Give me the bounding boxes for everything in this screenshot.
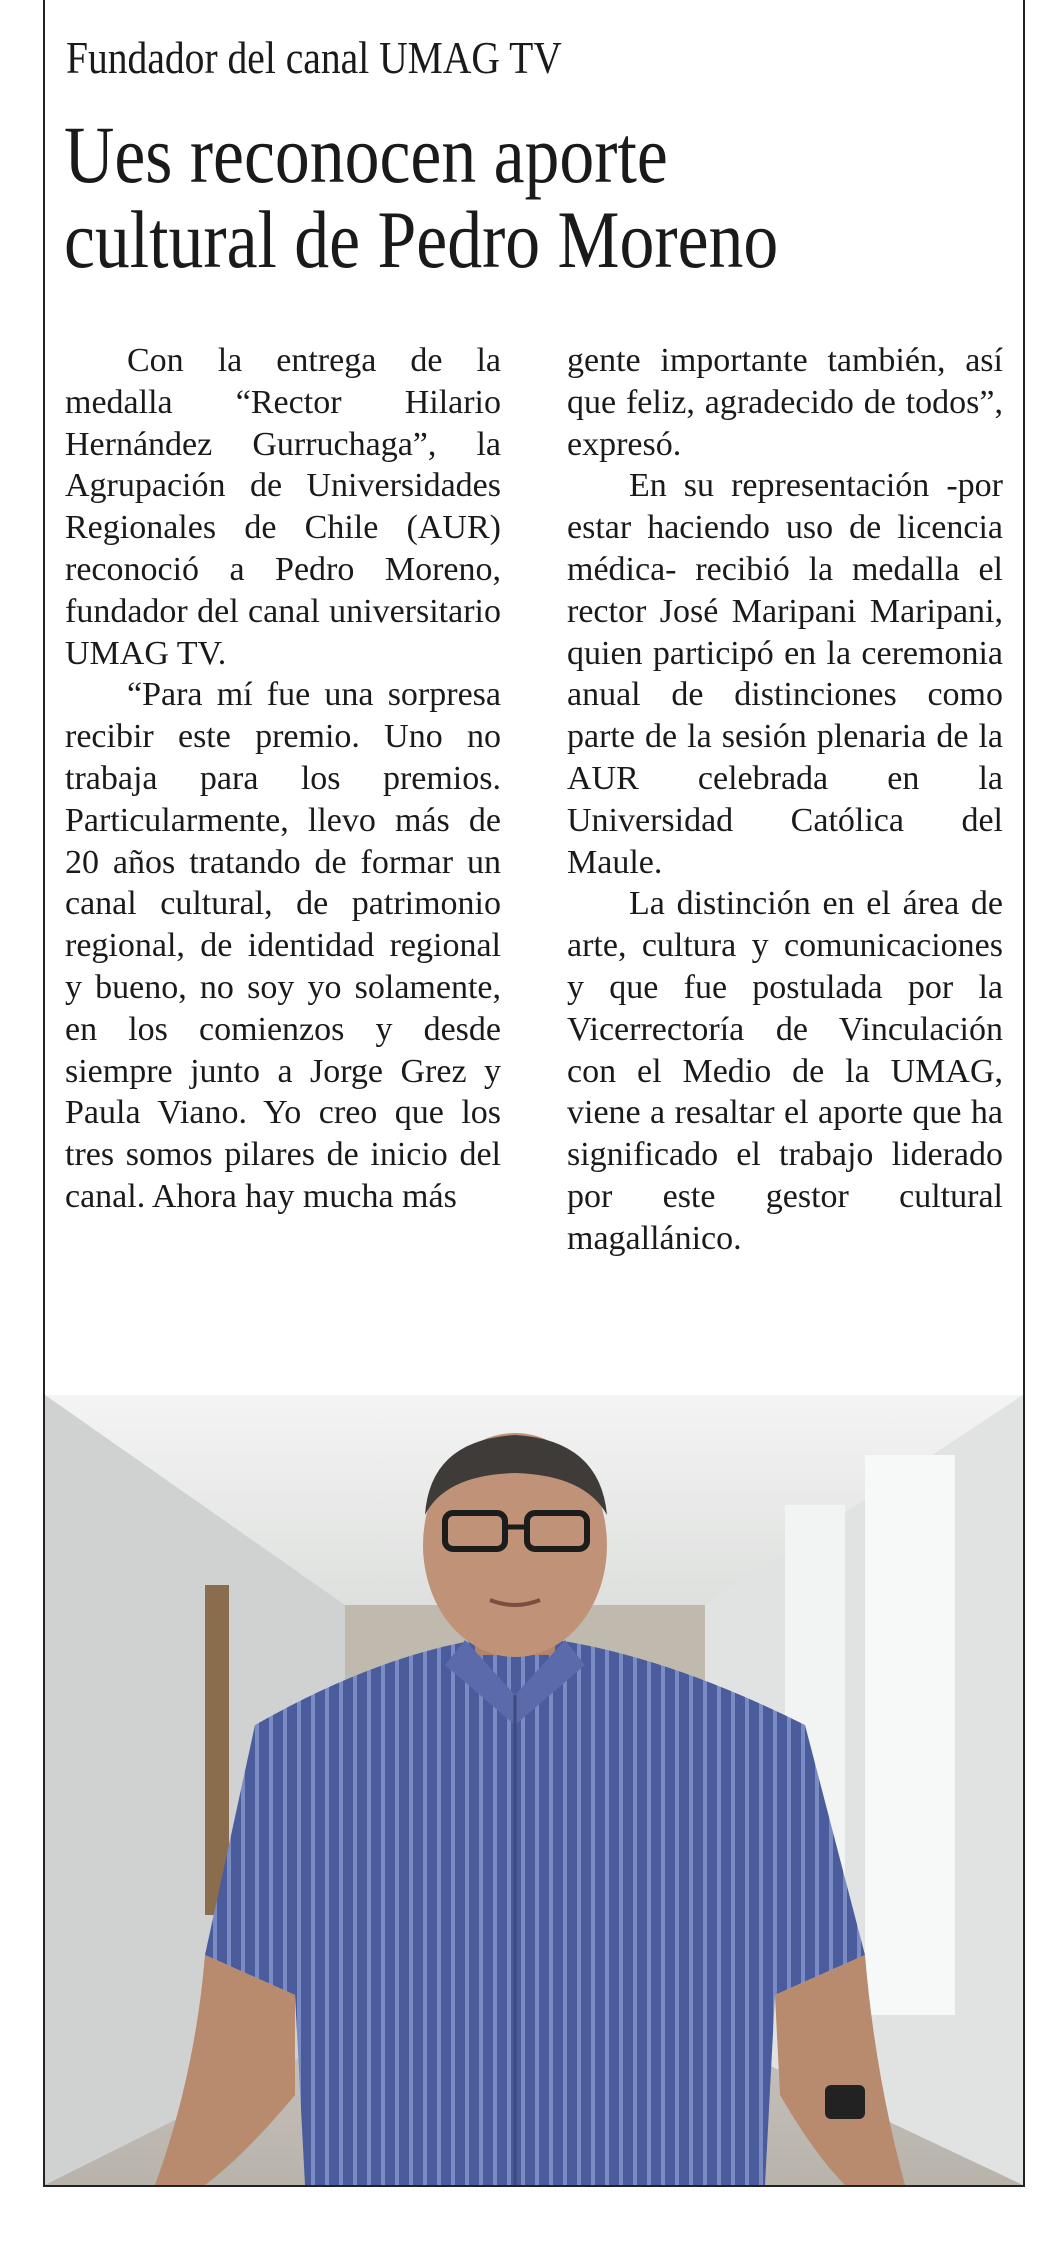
body-paragraph: Con la entrega de la medalla “Rector Hilario Hernández Gurruchaga”, la Agrupación de Universidades Regionales de Chile (AUR) reconoció a Pedro Moreno, fundador del canal universitario UMAG TV. [65,342,501,672]
body-column-left [65,340,501,1218]
body-paragraph: En su representación -por estar haciendo uso de licencia médica- recibió la medalla el rector José Maripani Maripani, quien participó en la ceremonia anual de distinciones como parte de la sesión plenaria de la AUR celebrada en la Universidad Católica del Maule. [567,467,1003,881]
window-panel [865,1455,955,2015]
portrait-illustration [45,1395,1023,2185]
body-paragraph: “Para mí fue una sorpresa recibir este premio. Uno no trabaja para los premios. Particularmente, llevo más de 20 años tratando de formar un canal cultural, de patrimonio regional, de identidad regional y bueno, no soy yo solamente, en los comienzos y desde siempre junto a Jorge Grez y Paula Viano. Yo creo que los tres somos pilares de inicio del canal. Ahora hay mucha más [65,676,501,1215]
shirt [205,1635,865,2185]
article-kicker: Fundador del canal UMAG TV [66,32,562,83]
headline-line-1: Ues reconocen aporte [64,109,668,200]
article-photo [45,1395,1023,2185]
wristwatch [825,2085,865,2119]
article-frame [43,0,1025,2187]
body-paragraph-continued: gente importante también, así que feliz, agradecido de todos”, expresó. [567,342,1003,463]
headline-line-2: cultural de Pedro Moreno [64,194,779,285]
body-column-right [567,340,1003,1260]
body-paragraph: La distinción en el área de arte, cultura y comunicaciones y que fue postulada por la Vicerrectoría de Vinculación con el Medio de la UMAG, viene a resaltar el aporte que ha significado el trabajo liderado por este gestor cultural magallánico. [567,885,1003,1257]
article-headline [64,109,779,285]
